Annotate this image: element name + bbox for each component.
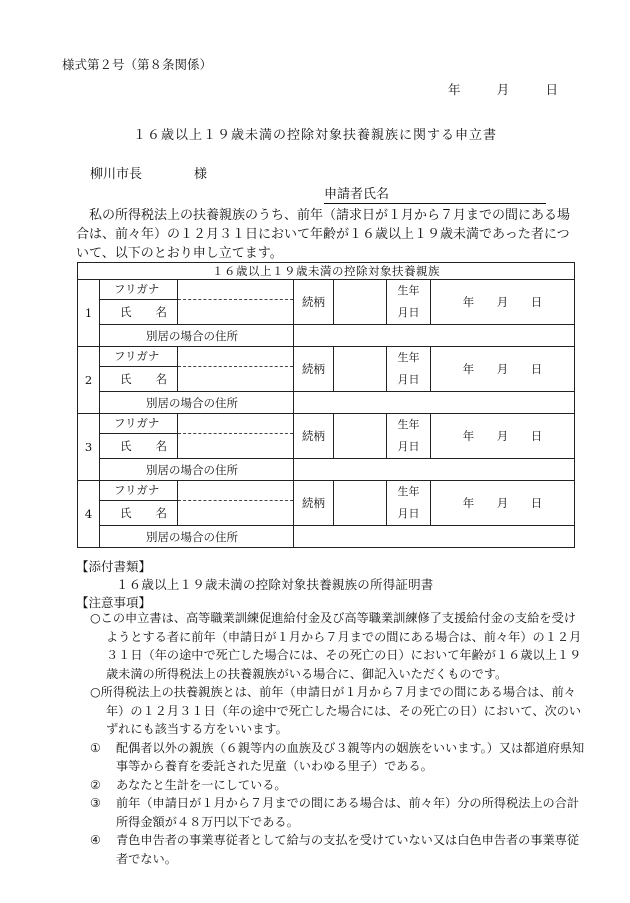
- furigana-label: フリガナ: [100, 280, 178, 300]
- dependent-number: 3: [78, 414, 100, 481]
- relationship-input[interactable]: [334, 481, 387, 526]
- name-label: [100, 366, 178, 391]
- dependent-row: [78, 481, 575, 501]
- name-label: [100, 433, 178, 458]
- name-label-2: 名: [155, 304, 167, 319]
- birthdate-label-2: 月日: [397, 507, 420, 520]
- dependent-row: [78, 280, 575, 300]
- note-item-mark: ④: [90, 833, 101, 847]
- date-day-label: 日: [545, 82, 558, 97]
- relationship-label: 続柄: [294, 347, 334, 392]
- name-label-1: 氏: [120, 371, 132, 386]
- note-item: [90, 776, 588, 795]
- birthdate-input[interactable]: [431, 481, 575, 526]
- birthdate-label-2: 月日: [397, 306, 420, 319]
- intro-paragraph: 私の所得税法上の扶養親族のうち、前年（請求日が１月から７月までの間にある場合は、前々年）の１２月３１日において年齢が１６歳以上１９歳未満であった者について、以下のとおり申し立てます。: [76, 208, 571, 261]
- note-item-text: あなたと生計を一にしている。: [116, 777, 287, 792]
- addressee: [90, 163, 207, 182]
- furigana-input[interactable]: [178, 347, 294, 367]
- notes: [90, 609, 588, 868]
- note-item-text: 配偶者以外の親族（６親等内の血族及び３親等内の姻族をいいます。）又は都道府県知事等から養育を委託された児童（いわゆる里子）である。: [116, 740, 585, 773]
- birthdate-label-2: 月日: [397, 440, 420, 453]
- birth-month-label: 月: [496, 362, 509, 376]
- form-number: 様式第２号（第８条関係）: [62, 57, 213, 72]
- relationship-label: 続柄: [294, 280, 334, 325]
- birthdate-label: [387, 481, 431, 526]
- name-label-2: 名: [155, 505, 167, 520]
- name-input[interactable]: [178, 299, 294, 324]
- birth-month-label: 月: [496, 496, 509, 510]
- name-label-1: 氏: [120, 505, 132, 520]
- attachments-item: １６歳以上１９歳未満の控除対象扶養親族の所得証明書: [116, 577, 434, 592]
- applicant-name-field[interactable]: [324, 183, 546, 204]
- birthdate-label: [387, 280, 431, 325]
- relationship-input[interactable]: [334, 280, 387, 325]
- birth-year-label: 年: [462, 362, 475, 376]
- name-input[interactable]: [178, 366, 294, 391]
- note-item-mark: ③: [90, 796, 101, 810]
- name-input[interactable]: [178, 433, 294, 458]
- birthdate-label-1: 生年: [397, 485, 420, 498]
- birthdate-label-1: 生年: [397, 284, 420, 297]
- note-item-text: 前年（申請日が１月から７月までの間にある場合は、前々年）分の所得税法上の合計所得金額が４８万円以下である。: [116, 796, 580, 829]
- dependents-table: [77, 262, 575, 548]
- dependent-row: [78, 414, 575, 434]
- birth-year-label: 年: [462, 429, 475, 443]
- note-items: [90, 739, 588, 869]
- dependent-row: [78, 347, 575, 367]
- birth-day-label: 日: [530, 496, 543, 510]
- birthdate-label-1: 生年: [397, 418, 420, 431]
- birth-month-label: 月: [496, 429, 509, 443]
- birthdate-input[interactable]: [431, 347, 575, 392]
- dependent-number: 4: [78, 481, 100, 548]
- address-label: 別居の場合の住所: [100, 325, 294, 347]
- birth-year-label: 年: [462, 496, 475, 510]
- address-input[interactable]: [294, 392, 575, 414]
- name-label-2: 名: [155, 371, 167, 386]
- address-label: 別居の場合の住所: [100, 459, 294, 481]
- note-paragraph-2: ○所得税法上の扶養親族とは、前年（申請日が１月から７月までの間にある場合は、前々年）の１２月３１日（年の途中で死亡した場合には、その死亡の日）において、次のいずれにも該当する方をいいます。: [90, 685, 582, 736]
- note-item-mark: ②: [90, 777, 101, 792]
- note-paragraph-1: ○この申立書は、高等職業訓練促進給付金及び高等職業訓練修了支援給付金の支給を受けようとする者に前年（申請日が１月から７月までの間にある場合は、前々年）の１２月３１日（年の途中で死亡した場合には、その死亡の日）において年齢が１６歳以上１９歳未満の所得税法上の扶養親族がいる場合に、御記入いただくものです。: [90, 611, 582, 681]
- notes-heading: 【注意事項】: [76, 595, 152, 610]
- date-line: [448, 80, 558, 98]
- birthdate-input[interactable]: [431, 280, 575, 325]
- furigana-input[interactable]: [178, 481, 294, 501]
- note-item: [90, 831, 588, 868]
- address-input[interactable]: [294, 459, 575, 481]
- furigana-input[interactable]: [178, 280, 294, 300]
- furigana-label: フリガナ: [100, 347, 178, 367]
- applicant-name-label: 申請者氏名: [324, 187, 390, 202]
- name-label: [100, 500, 178, 525]
- document-title: １６歳以上１９歳未満の控除対象扶養親族に関する申立書: [132, 128, 497, 143]
- birth-year-label: 年: [462, 295, 475, 309]
- birthdate-label: [387, 414, 431, 459]
- name-label: [100, 299, 178, 324]
- dependent-number: 1: [78, 280, 100, 347]
- name-label-1: 氏: [120, 304, 132, 319]
- name-input[interactable]: [178, 500, 294, 525]
- birth-day-label: 日: [530, 362, 543, 376]
- address-label: 別居の場合の住所: [100, 526, 294, 548]
- furigana-input[interactable]: [178, 414, 294, 434]
- birthdate-label-2: 月日: [397, 373, 420, 386]
- attachments-heading: 【添付書類】: [76, 559, 152, 574]
- birthdate-label: [387, 347, 431, 392]
- addressee-honorific: 様: [194, 167, 208, 182]
- note-item: [90, 794, 588, 831]
- birth-day-label: 日: [530, 429, 543, 443]
- birthdate-label-1: 生年: [397, 351, 420, 364]
- address-input[interactable]: [294, 526, 575, 548]
- intro-text: [76, 206, 574, 263]
- name-label-1: 氏: [120, 438, 132, 453]
- dependent-number: 2: [78, 347, 100, 414]
- address-input[interactable]: [294, 325, 575, 347]
- relationship-label: 続柄: [294, 481, 334, 526]
- birthdate-input[interactable]: [431, 414, 575, 459]
- note-item-mark: ①: [90, 740, 101, 755]
- furigana-label: フリガナ: [100, 414, 178, 434]
- relationship-input[interactable]: [334, 347, 387, 392]
- date-year-label: 年: [448, 82, 461, 97]
- relationship-input[interactable]: [334, 414, 387, 459]
- note-item: [90, 739, 588, 776]
- table-header: １６歳以上１９歳未満の控除対象扶養親族: [78, 263, 575, 280]
- date-month-label: 月: [496, 82, 510, 97]
- relationship-label: 続柄: [294, 414, 334, 459]
- furigana-label: フリガナ: [100, 481, 178, 501]
- address-label: 別居の場合の住所: [100, 392, 294, 414]
- name-label-2: 名: [155, 438, 167, 453]
- birth-month-label: 月: [496, 295, 509, 309]
- birth-day-label: 日: [530, 295, 543, 309]
- note-item-text: 青色申告者の事業専従者として給与の支払を受けていない又は白色申告者の事業専従者でない。: [116, 833, 580, 866]
- addressee-name: 柳川市長: [90, 167, 143, 182]
